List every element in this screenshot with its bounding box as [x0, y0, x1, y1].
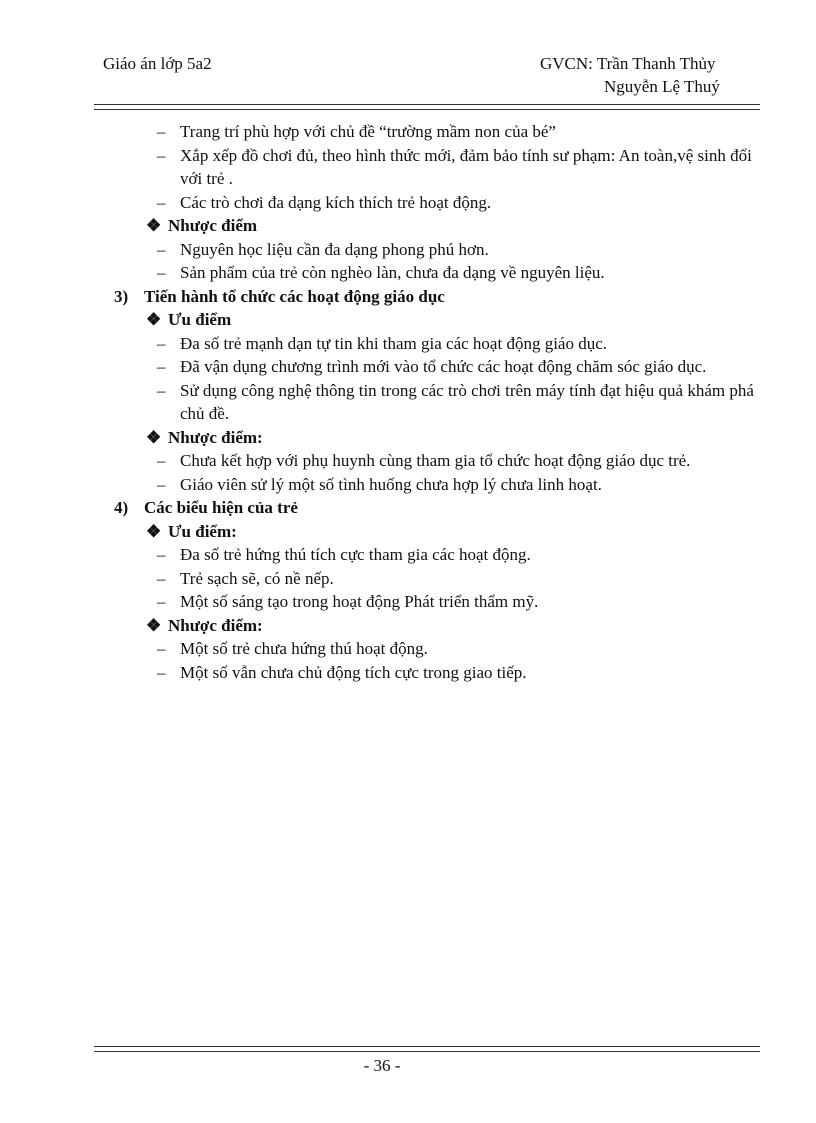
header-class: Giáo án lớp 5a2	[103, 54, 212, 73]
list-item: – Một số trẻ chưa hứng thú hoạt động.	[100, 637, 770, 661]
dash-icon: –	[157, 592, 166, 611]
list-item: – Nguyên học liệu cần đa dạng phong phú hơn.	[100, 238, 770, 262]
dash-icon: –	[157, 380, 166, 400]
dash-icon: –	[157, 333, 166, 353]
section-heading: 4) Các biểu hiện của trẻ	[114, 498, 298, 517]
dash-icon: –	[157, 145, 166, 165]
dash-icon: –	[157, 474, 166, 494]
header-divider	[94, 104, 760, 110]
list-item: – Trang trí phù hợp với chủ đề “trường mầm non của bé”	[100, 120, 770, 144]
list-item: – Giáo viên sử lý một số tình huống chưa hợp lý chưa linh hoạt.	[100, 473, 770, 497]
diamond-bullet-icon: ❖	[146, 521, 162, 541]
list-item: – Đã vận dụng chương trình mới vào tổ chức các hoạt động chăm sóc giáo dục.	[100, 355, 770, 379]
header-teacher-2: Nguyễn Lệ Thuý	[604, 77, 720, 96]
dash-icon: –	[157, 239, 166, 259]
list-item: – Một số sáng tạo trong hoạt động Phát triển thẩm mỹ.	[100, 590, 770, 614]
list-item: – Chưa kết hợp với phụ huynh cùng tham gia tổ chức hoạt động giáo dục trẻ.	[100, 449, 770, 473]
dash-icon: –	[157, 357, 166, 376]
footer-divider	[94, 1046, 760, 1052]
subheading: ❖ Nhược điểm:	[100, 614, 770, 638]
dash-icon: –	[157, 568, 166, 588]
header-teacher: GVCN: Trần Thanh Thủy	[540, 54, 716, 73]
list-item: – Sản phẩm của trẻ còn nghèo làn, chưa đa dạng về nguyên liệu.	[100, 261, 770, 285]
dash-icon: –	[157, 662, 166, 682]
page-number: - 36 -	[363, 1056, 401, 1075]
diamond-bullet-icon: ❖	[146, 310, 162, 329]
dash-icon: –	[157, 545, 166, 564]
list-item: – Các trò chơi đa dạng kích thích trẻ hoạt động.	[100, 191, 770, 215]
section-heading: 3) Tiến hành tổ chức các hoạt động giáo dục	[114, 286, 445, 306]
list-item: – Một số vẫn chưa chủ động tích cực trong giao tiếp.	[100, 661, 770, 685]
list-item: – Sử dụng công nghệ thông tin trong các trò chơi trên máy tính đạt hiệu quả khám phá chủ đề.	[157, 380, 754, 423]
diamond-bullet-icon: ❖	[146, 216, 162, 235]
dash-icon: –	[157, 639, 166, 658]
subheading: ❖ Ưu điểm:	[100, 520, 770, 544]
list-item: – Xắp xếp đồ chơi đủ, theo hình thức mới, đảm bảo tính sư phạm: An toàn,vệ sinh đối với trẻ .	[157, 145, 752, 188]
diamond-bullet-icon: ❖	[146, 615, 162, 635]
dash-icon: –	[157, 122, 166, 141]
list-item: – Đa số trẻ mạnh dạn tự tin khi tham gia các hoạt động giáo dục.	[100, 332, 770, 356]
subheading: ❖ Ưu điểm	[100, 308, 770, 332]
dash-icon: –	[157, 263, 166, 282]
dash-icon: –	[157, 192, 166, 212]
subheading: ❖ Nhược điểm	[100, 214, 770, 238]
list-item: – Trẻ sạch sẽ, có nề nếp.	[100, 567, 770, 591]
diamond-bullet-icon: ❖	[146, 427, 162, 447]
main-content	[100, 120, 770, 684]
subheading: ❖ Nhược điểm:	[100, 426, 770, 450]
dash-icon: –	[157, 451, 166, 470]
list-item: – Đa số trẻ hứng thú tích cực tham gia các hoạt động.	[100, 543, 770, 567]
